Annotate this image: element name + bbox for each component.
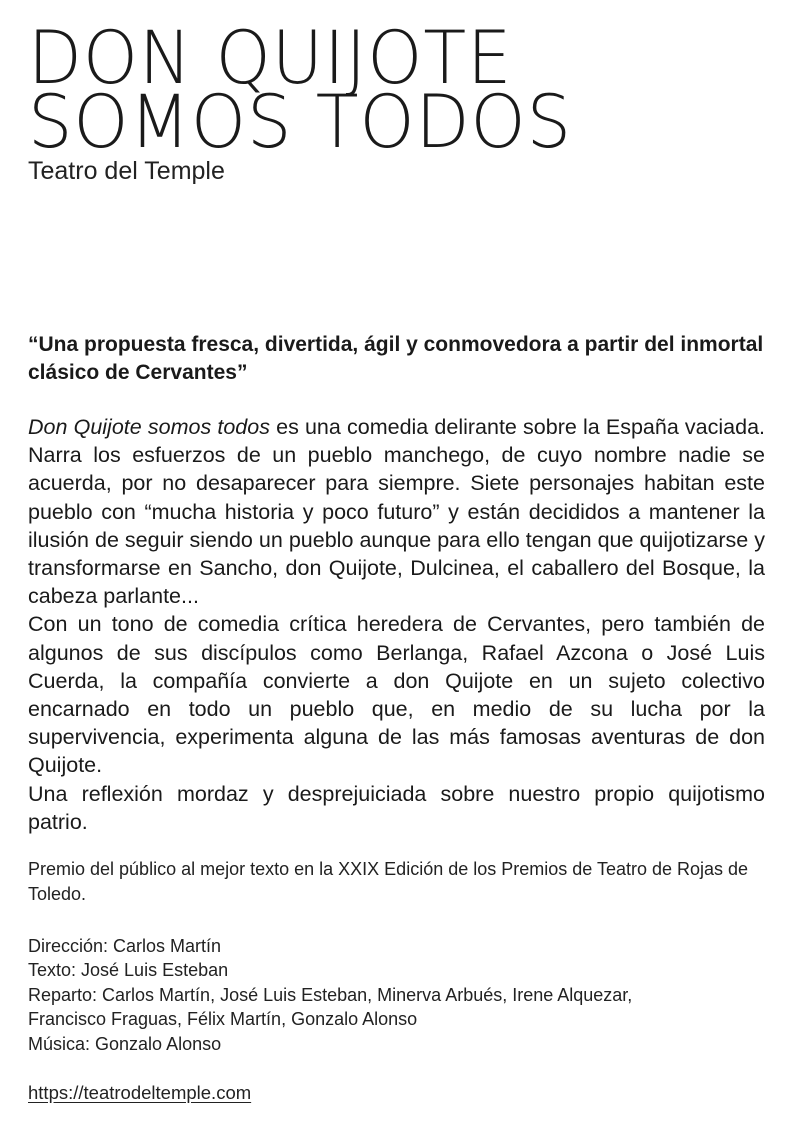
credit-text: Texto: José Luis Esteban — [28, 960, 229, 981]
credit-cast-line-2: Francisco Fraguas, Félix Martín, Gonzalo Alonso — [28, 1009, 418, 1030]
pull-quote: “Una propuesta fresca, divertida, ágil y conmovedora a partir del inmortal clásico de Cervantes” — [28, 333, 764, 384]
title-line-2: SOMOS TODOS — [28, 78, 572, 165]
description-paragraph-2: Con un tono de comedia crítica heredera de Cervantes, pero también de algunos de sus discípulos como Berlanga, Rafael Azcona o José Luis Cuerda, la compañía convierte a don Quijote en un sujeto colectivo encarnado en todo un pueblo que, en medio de su lucha por la supervivencia, experimenta alguna de las más famosas aventuras de don Quijote. — [28, 612, 765, 778]
credits — [28, 934, 774, 1056]
description-paragraph-1 — [28, 413, 765, 610]
title-line-1: DON QUIJOTE — [28, 14, 513, 101]
description — [28, 413, 765, 836]
venue-name: Teatro del Temple — [28, 157, 225, 185]
credit-cast-line-1: Reparto: Carlos Martín, José Luis Esteban, Minerva Arbués, Irene Alquezar, — [28, 984, 633, 1005]
website-link[interactable]: https://teatrodeltemple.com — [28, 1082, 252, 1103]
credit-direction: Dirección: Carlos Martín — [28, 936, 222, 956]
credit-music: Música: Gonzalo Alonso — [28, 1033, 222, 1054]
play-title-italic: Don Quijote somos todos — [28, 415, 270, 439]
description-paragraph-3: Una reflexión mordaz y desprejuiciada sobre nuestro propio quijotismo patrio. — [28, 781, 765, 834]
description-paragraph-1-text: es una comedia delirante sobre la España vaciada. Narra los esfuerzos de un pueblo manchego, de cuyo nombre nadie se acuerda, por no desaparecer para siempre. Siete personajes habitan este pueblo con “mucha historia y poco futuro” y están decididos a mantener la ilusión de seguir siendo un pueblo aunque para ello tengan que quijotizarse y transformarse en Sancho, don Quijote, Dulcinea, el caballero del Bosque, la cabeza parlante... — [28, 415, 766, 609]
title-block — [28, 14, 788, 186]
award-note: Premio del público al mejor texto en la XXIX Edición de los Premios de Teatro de Rojas de Toledo. — [28, 859, 749, 904]
